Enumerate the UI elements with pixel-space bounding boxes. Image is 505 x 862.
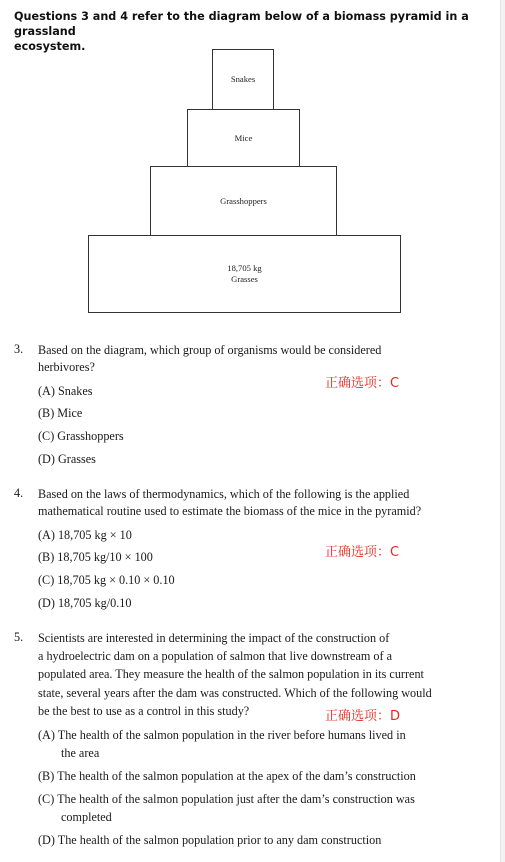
question-4-number: 4.: [14, 486, 24, 500]
question-5-option-d[interactable]: (D) The health of the salmon population prior to any dam construction: [38, 833, 382, 847]
pyramid-level-grasses: [88, 235, 401, 313]
question-5-text-line-2: a hydroelectric dam on a population of salmon that live downstream of a: [38, 649, 393, 663]
question-4-option-d[interactable]: (D) 18,705 kg/0.10: [38, 596, 132, 610]
question-3-option-b[interactable]: (B) Mice: [38, 406, 83, 420]
question-3-text-line-2: herbivores?: [38, 360, 95, 374]
question-5-option-c-continued[interactable]: completed: [61, 810, 112, 824]
pyramid-level-mice: [187, 109, 300, 167]
question-3-option-a[interactable]: (A) Snakes: [38, 384, 93, 398]
question-5-option-c[interactable]: (C) The health of the salmon population just after the dam’s construction was: [38, 792, 415, 806]
intro-line-2: ecosystem.: [14, 40, 86, 53]
pyramid-label-mice: Mice: [234, 132, 253, 143]
pyramid-grasses-mass: 18,705 kg: [227, 263, 262, 273]
page-edge-strip: [500, 0, 505, 862]
pyramid-level-grasshoppers: [150, 166, 337, 236]
question-3-answer-note: 正确选项：C: [325, 376, 400, 391]
question-4-option-c[interactable]: (C) 18,705 kg × 0.10 × 0.10: [38, 573, 175, 587]
question-4-text-line-2: mathematical routine used to estimate the biomass of the mice in the pyramid?: [38, 504, 422, 518]
question-4-answer-note: 正确选项：C: [325, 545, 400, 560]
question-5-option-b[interactable]: (B) The health of the salmon population at the apex of the dam’s construction: [38, 769, 416, 783]
pyramid-label-snakes: Snakes: [230, 74, 256, 84]
question-5-text-line-4: state, several years after the dam was constructed. Which of the following would: [38, 686, 432, 700]
question-5-option-a-continued[interactable]: the area: [61, 746, 100, 760]
question-3-number: 3.: [14, 342, 24, 356]
question-5-answer-note: 正确选项：D: [325, 709, 401, 724]
question-4-option-a[interactable]: (A) 18,705 kg × 10: [38, 528, 132, 542]
question-4-text-line-1: Based on the laws of thermodynamics, which of the following is the applied: [38, 487, 410, 501]
pyramid-label-grasses: Grasses: [231, 274, 258, 284]
pyramid-label-grasshoppers: Grasshoppers: [220, 195, 267, 206]
question-5-text-line-5: be the best to use as a control in this study?: [38, 704, 250, 718]
question-3-text-line-1: Based on the diagram, which group of organisms would be considered: [38, 343, 382, 357]
question-3-option-c[interactable]: (C) Grasshoppers: [38, 429, 124, 443]
question-5-text-line-1: Scientists are interested in determining the impact of the construction of: [38, 631, 390, 645]
question-5-option-a[interactable]: (A) The health of the salmon population in the river before humans lived in: [38, 728, 406, 742]
question-3-option-d[interactable]: (D) Grasses: [38, 452, 96, 466]
intro-text: [14, 9, 484, 54]
question-5-number: 5.: [14, 630, 24, 644]
pyramid-level-snakes: [212, 49, 274, 110]
intro-line-1: Questions 3 and 4 refer to the diagram below of a biomass pyramid in a grassland: [14, 10, 469, 38]
question-5-text-line-3: populated area. They measure the health of the salmon population in its current: [38, 667, 424, 681]
question-4-option-b[interactable]: (B) 18,705 kg/10 × 100: [38, 550, 153, 564]
